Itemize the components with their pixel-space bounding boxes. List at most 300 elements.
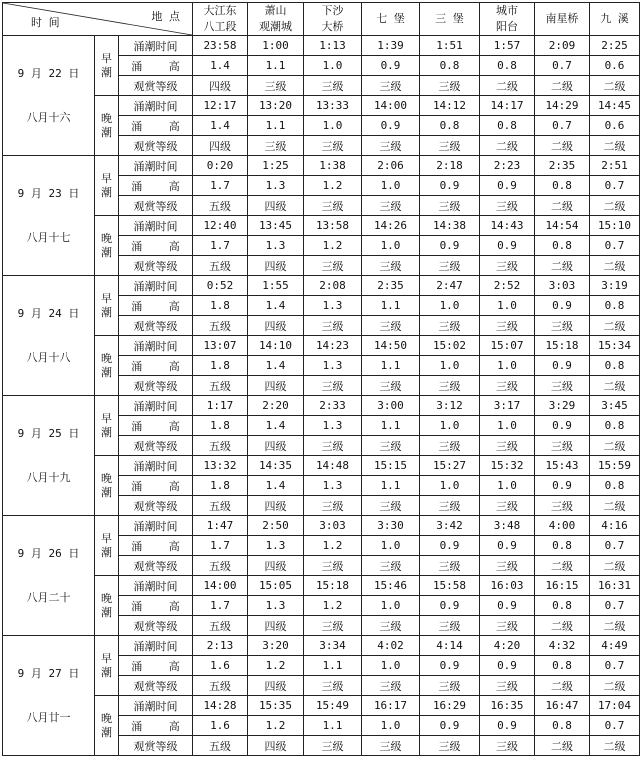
item-label: 观赏等级 xyxy=(119,376,193,396)
item-label: 涌潮时间 xyxy=(119,216,193,236)
value-cell: 三级 xyxy=(362,316,420,336)
value-cell: 五级 xyxy=(193,496,248,516)
item-label: 涌潮时间 xyxy=(119,636,193,656)
value-cell: 0.9 xyxy=(420,176,480,196)
value-cell: 三级 xyxy=(420,136,480,156)
value-cell: 1.2 xyxy=(304,596,362,616)
item-label: 观赏等级 xyxy=(119,316,193,336)
value-cell: 三级 xyxy=(420,436,480,456)
value-cell: 16:47 xyxy=(535,696,590,716)
item-label: 涌潮时间 xyxy=(119,336,193,356)
value-cell: 三级 xyxy=(420,496,480,516)
value-cell: 14:12 xyxy=(420,96,480,116)
location-header xyxy=(535,3,590,36)
value-cell: 1.1 xyxy=(362,476,420,496)
value-cell: 二级 xyxy=(590,676,640,696)
value-cell: 0.8 xyxy=(535,716,590,736)
location-header xyxy=(480,3,535,36)
value-cell: 1.1 xyxy=(248,116,304,136)
value-cell: 0.8 xyxy=(590,356,640,376)
tide-label-char: 晚 xyxy=(101,471,112,485)
value-cell: 三级 xyxy=(304,736,362,756)
tide-label-char: 潮 xyxy=(101,605,112,619)
value-cell: 1:57 xyxy=(480,36,535,56)
value-cell: 三级 xyxy=(420,556,480,576)
value-cell: 三级 xyxy=(480,676,535,696)
value-cell: 0.9 xyxy=(480,716,535,736)
table-row xyxy=(3,336,640,356)
tide-label-char: 早 xyxy=(101,291,112,305)
solar-date: 9 月 22 日 xyxy=(17,66,80,80)
item-label: 观赏等级 xyxy=(119,676,193,696)
value-cell: 1.4 xyxy=(193,116,248,136)
value-cell: 五级 xyxy=(193,196,248,216)
value-cell: 二级 xyxy=(590,616,640,636)
value-cell: 三级 xyxy=(420,616,480,636)
value-cell: 0.9 xyxy=(420,716,480,736)
value-cell: 3:34 xyxy=(304,636,362,656)
value-cell: 二级 xyxy=(590,136,640,156)
value-cell: 二级 xyxy=(590,556,640,576)
tide-label-char: 早 xyxy=(101,411,112,425)
value-cell: 1.1 xyxy=(362,416,420,436)
table-row xyxy=(3,36,640,56)
tide-label-char: 晚 xyxy=(101,351,112,365)
lunar-date: 八月二十 xyxy=(26,590,71,604)
value-cell: 0.8 xyxy=(480,56,535,76)
item-label: 涌潮时间 xyxy=(119,516,193,536)
item-label: 观赏等级 xyxy=(119,556,193,576)
value-cell: 14:00 xyxy=(362,96,420,116)
value-cell: 三级 xyxy=(420,736,480,756)
morning-tide-label xyxy=(95,276,119,336)
value-cell: 三级 xyxy=(535,496,590,516)
item-label: 涌 高 xyxy=(119,656,193,676)
value-cell: 1.3 xyxy=(248,236,304,256)
corner-header xyxy=(3,3,193,36)
table-row xyxy=(3,516,640,536)
value-cell: 三级 xyxy=(362,736,420,756)
value-cell: 4:00 xyxy=(535,516,590,536)
tide-table-body xyxy=(3,3,640,756)
value-cell: 15:10 xyxy=(590,216,640,236)
evening-tide-label xyxy=(95,216,119,276)
value-cell: 1.1 xyxy=(304,716,362,736)
tide-label-char: 晚 xyxy=(101,711,112,725)
value-cell: 三级 xyxy=(248,136,304,156)
value-cell: 1.3 xyxy=(248,176,304,196)
value-cell: 五级 xyxy=(193,256,248,276)
item-label: 涌 高 xyxy=(119,536,193,556)
value-cell: 三级 xyxy=(480,256,535,276)
value-cell: 四级 xyxy=(193,136,248,156)
value-cell: 二级 xyxy=(535,676,590,696)
value-cell: 1.1 xyxy=(304,656,362,676)
value-cell: 三级 xyxy=(304,256,362,276)
value-cell: 1:17 xyxy=(193,396,248,416)
value-cell: 1.4 xyxy=(193,56,248,76)
location-name-line: 萧山 xyxy=(264,4,287,17)
value-cell: 四级 xyxy=(248,316,304,336)
value-cell: 16:03 xyxy=(480,576,535,596)
date-cell xyxy=(3,156,95,276)
value-cell: 16:17 xyxy=(362,696,420,716)
value-cell: 二级 xyxy=(535,736,590,756)
value-cell: 0.8 xyxy=(535,656,590,676)
value-cell: 16:29 xyxy=(420,696,480,716)
value-cell: 三级 xyxy=(304,436,362,456)
location-name-line: 八工段 xyxy=(203,20,237,33)
value-cell: 2:23 xyxy=(480,156,535,176)
value-cell: 1:00 xyxy=(248,36,304,56)
value-cell: 1.6 xyxy=(193,656,248,676)
morning-tide-label xyxy=(95,516,119,576)
value-cell: 1.1 xyxy=(248,56,304,76)
evening-tide-label xyxy=(95,696,119,756)
value-cell: 2:08 xyxy=(304,276,362,296)
value-cell: 1.7 xyxy=(193,236,248,256)
value-cell: 23:58 xyxy=(193,36,248,56)
location-header xyxy=(248,3,304,36)
value-cell: 四级 xyxy=(248,676,304,696)
value-cell: 14:00 xyxy=(193,576,248,596)
value-cell: 五级 xyxy=(193,556,248,576)
item-label: 涌潮时间 xyxy=(119,156,193,176)
value-cell: 4:16 xyxy=(590,516,640,536)
value-cell: 3:20 xyxy=(248,636,304,656)
tide-label-char: 潮 xyxy=(101,425,112,439)
value-cell: 1.8 xyxy=(193,416,248,436)
value-cell: 二级 xyxy=(535,616,590,636)
value-cell: 三级 xyxy=(362,76,420,96)
item-label: 观赏等级 xyxy=(119,136,193,156)
value-cell: 1.6 xyxy=(193,716,248,736)
value-cell: 12:40 xyxy=(193,216,248,236)
item-label: 涌潮时间 xyxy=(119,96,193,116)
item-label: 涌 高 xyxy=(119,116,193,136)
value-cell: 1.7 xyxy=(193,596,248,616)
item-label: 涌潮时间 xyxy=(119,696,193,716)
value-cell: 1.2 xyxy=(304,176,362,196)
date-cell xyxy=(3,276,95,396)
value-cell: 1.0 xyxy=(420,296,480,316)
location-label: 地 点 xyxy=(151,10,180,23)
value-cell: 1.0 xyxy=(362,536,420,556)
value-cell: 1.0 xyxy=(420,356,480,376)
value-cell: 1.7 xyxy=(193,176,248,196)
value-cell: 13:07 xyxy=(193,336,248,356)
tide-label-char: 早 xyxy=(101,51,112,65)
value-cell: 0.8 xyxy=(590,416,640,436)
value-cell: 三级 xyxy=(480,376,535,396)
value-cell: 三级 xyxy=(362,136,420,156)
location-header xyxy=(193,3,248,36)
table-row xyxy=(3,636,640,656)
value-cell: 0.9 xyxy=(420,536,480,556)
location-header xyxy=(420,3,480,36)
value-cell: 14:26 xyxy=(362,216,420,236)
tide-label-char: 潮 xyxy=(101,65,112,79)
value-cell: 三级 xyxy=(535,376,590,396)
solar-date: 9 月 27 日 xyxy=(17,666,80,680)
value-cell: 15:18 xyxy=(535,336,590,356)
value-cell: 1.0 xyxy=(362,596,420,616)
value-cell: 0.7 xyxy=(590,656,640,676)
morning-tide-label xyxy=(95,636,119,696)
value-cell: 2:50 xyxy=(248,516,304,536)
value-cell: 三级 xyxy=(304,316,362,336)
value-cell: 三级 xyxy=(480,556,535,576)
value-cell: 17:04 xyxy=(590,696,640,716)
location-name-line: 下沙 xyxy=(321,4,344,17)
value-cell: 2:25 xyxy=(590,36,640,56)
table-row xyxy=(3,216,640,236)
value-cell: 3:03 xyxy=(535,276,590,296)
value-cell: 0.9 xyxy=(480,536,535,556)
date-cell xyxy=(3,36,95,156)
value-cell: 4:14 xyxy=(420,636,480,656)
table-row xyxy=(3,696,640,716)
value-cell: 三级 xyxy=(480,736,535,756)
value-cell: 13:20 xyxy=(248,96,304,116)
value-cell: 三级 xyxy=(362,616,420,636)
lunar-date: 八月廿一 xyxy=(26,710,71,724)
value-cell: 2:52 xyxy=(480,276,535,296)
value-cell: 0.9 xyxy=(480,596,535,616)
value-cell: 16:35 xyxy=(480,696,535,716)
item-label: 涌潮时间 xyxy=(119,396,193,416)
value-cell: 13:33 xyxy=(304,96,362,116)
value-cell: 1.3 xyxy=(304,416,362,436)
value-cell: 0.7 xyxy=(535,116,590,136)
value-cell: 1.0 xyxy=(480,476,535,496)
value-cell: 1:13 xyxy=(304,36,362,56)
value-cell: 1.3 xyxy=(248,536,304,556)
morning-tide-label xyxy=(95,396,119,456)
value-cell: 1.4 xyxy=(248,356,304,376)
value-cell: 1.0 xyxy=(480,416,535,436)
tide-label-char: 潮 xyxy=(101,365,112,379)
morning-tide-label xyxy=(95,36,119,96)
value-cell: 1.2 xyxy=(248,656,304,676)
value-cell: 三级 xyxy=(420,76,480,96)
value-cell: 1.4 xyxy=(248,296,304,316)
value-cell: 五级 xyxy=(193,676,248,696)
value-cell: 1.3 xyxy=(304,356,362,376)
item-label: 涌潮时间 xyxy=(119,276,193,296)
value-cell: 1.3 xyxy=(304,296,362,316)
value-cell: 0.9 xyxy=(420,236,480,256)
value-cell: 1.0 xyxy=(362,236,420,256)
value-cell: 二级 xyxy=(590,436,640,456)
solar-date: 9 月 26 日 xyxy=(17,546,80,560)
value-cell: 3:30 xyxy=(362,516,420,536)
value-cell: 0.7 xyxy=(535,56,590,76)
table-row xyxy=(3,156,640,176)
value-cell: 0.9 xyxy=(535,296,590,316)
value-cell: 1.0 xyxy=(362,656,420,676)
tide-label-char: 潮 xyxy=(101,545,112,559)
value-cell: 三级 xyxy=(304,676,362,696)
value-cell: 0.9 xyxy=(362,116,420,136)
item-label: 涌 高 xyxy=(119,176,193,196)
value-cell: 2:20 xyxy=(248,396,304,416)
table-row xyxy=(3,456,640,476)
value-cell: 15:43 xyxy=(535,456,590,476)
date-cell xyxy=(3,396,95,516)
value-cell: 0.8 xyxy=(535,236,590,256)
value-cell: 1.0 xyxy=(480,296,535,316)
morning-tide-label xyxy=(95,156,119,216)
value-cell: 四级 xyxy=(248,496,304,516)
value-cell: 1:38 xyxy=(304,156,362,176)
value-cell: 三级 xyxy=(248,76,304,96)
value-cell: 3:12 xyxy=(420,396,480,416)
value-cell: 四级 xyxy=(248,256,304,276)
value-cell: 1.2 xyxy=(248,716,304,736)
value-cell: 16:15 xyxy=(535,576,590,596)
value-cell: 2:18 xyxy=(420,156,480,176)
value-cell: 0.7 xyxy=(590,596,640,616)
value-cell: 0.7 xyxy=(590,716,640,736)
value-cell: 三级 xyxy=(304,136,362,156)
value-cell: 3:42 xyxy=(420,516,480,536)
value-cell: 2:51 xyxy=(590,156,640,176)
lunar-date: 八月十八 xyxy=(26,350,71,364)
value-cell: 15:59 xyxy=(590,456,640,476)
tide-label-char: 潮 xyxy=(101,665,112,679)
value-cell: 五级 xyxy=(193,436,248,456)
value-cell: 1.8 xyxy=(193,296,248,316)
value-cell: 15:07 xyxy=(480,336,535,356)
value-cell: 15:46 xyxy=(362,576,420,596)
value-cell: 16:31 xyxy=(590,576,640,596)
value-cell: 15:18 xyxy=(304,576,362,596)
value-cell: 0.8 xyxy=(480,116,535,136)
value-cell: 三级 xyxy=(535,436,590,456)
value-cell: 三级 xyxy=(304,196,362,216)
value-cell: 1.0 xyxy=(304,56,362,76)
item-label: 涌 高 xyxy=(119,236,193,256)
value-cell: 四级 xyxy=(248,556,304,576)
value-cell: 0.9 xyxy=(420,656,480,676)
value-cell: 3:29 xyxy=(535,396,590,416)
value-cell: 15:32 xyxy=(480,456,535,476)
value-cell: 二级 xyxy=(590,316,640,336)
value-cell: 二级 xyxy=(535,196,590,216)
value-cell: 15:58 xyxy=(420,576,480,596)
tide-label-char: 潮 xyxy=(101,185,112,199)
tide-label-char: 晚 xyxy=(101,111,112,125)
value-cell: 0.9 xyxy=(535,356,590,376)
value-cell: 三级 xyxy=(362,676,420,696)
value-cell: 14:29 xyxy=(535,96,590,116)
lunar-date: 八月十七 xyxy=(26,230,71,244)
item-label: 涌 高 xyxy=(119,716,193,736)
value-cell: 3:00 xyxy=(362,396,420,416)
value-cell: 1.4 xyxy=(248,476,304,496)
value-cell: 二级 xyxy=(590,196,640,216)
value-cell: 三级 xyxy=(362,256,420,276)
item-label: 观赏等级 xyxy=(119,616,193,636)
item-label: 观赏等级 xyxy=(119,196,193,216)
item-label: 涌 高 xyxy=(119,416,193,436)
value-cell: 14:28 xyxy=(193,696,248,716)
value-cell: 四级 xyxy=(193,76,248,96)
value-cell: 三级 xyxy=(420,376,480,396)
value-cell: 二级 xyxy=(590,256,640,276)
item-label: 涌 高 xyxy=(119,296,193,316)
value-cell: 14:43 xyxy=(480,216,535,236)
value-cell: 1:47 xyxy=(193,516,248,536)
value-cell: 3:45 xyxy=(590,396,640,416)
value-cell: 三级 xyxy=(535,316,590,336)
value-cell: 二级 xyxy=(590,376,640,396)
value-cell: 2:35 xyxy=(362,276,420,296)
value-cell: 4:02 xyxy=(362,636,420,656)
value-cell: 1.4 xyxy=(248,416,304,436)
location-name-line: 观潮城 xyxy=(259,20,292,33)
item-label: 观赏等级 xyxy=(119,496,193,516)
value-cell: 1:55 xyxy=(248,276,304,296)
value-cell: 3:48 xyxy=(480,516,535,536)
value-cell: 四级 xyxy=(248,616,304,636)
tide-label-char: 潮 xyxy=(101,245,112,259)
value-cell: 0.8 xyxy=(535,176,590,196)
value-cell: 三级 xyxy=(420,676,480,696)
table-row xyxy=(3,96,640,116)
location-name-line: 大桥 xyxy=(321,20,344,33)
value-cell: 1.2 xyxy=(304,536,362,556)
value-cell: 0.9 xyxy=(362,56,420,76)
item-label: 观赏等级 xyxy=(119,256,193,276)
value-cell: 三级 xyxy=(362,376,420,396)
value-cell: 二级 xyxy=(480,76,535,96)
location-name-line: 大江东 xyxy=(203,4,237,17)
tide-label-char: 潮 xyxy=(101,725,112,739)
value-cell: 三级 xyxy=(480,196,535,216)
value-cell: 0.8 xyxy=(420,116,480,136)
value-cell: 1.2 xyxy=(304,236,362,256)
value-cell: 0:20 xyxy=(193,156,248,176)
value-cell: 1.0 xyxy=(362,716,420,736)
item-label: 涌潮时间 xyxy=(119,36,193,56)
value-cell: 0.9 xyxy=(535,476,590,496)
value-cell: 三级 xyxy=(480,316,535,336)
value-cell: 三级 xyxy=(420,196,480,216)
value-cell: 0.8 xyxy=(535,536,590,556)
value-cell: 1:39 xyxy=(362,36,420,56)
value-cell: 四级 xyxy=(248,436,304,456)
tide-label-char: 晚 xyxy=(101,231,112,245)
value-cell: 14:17 xyxy=(480,96,535,116)
value-cell: 1.3 xyxy=(304,476,362,496)
evening-tide-label xyxy=(95,96,119,156)
item-label: 观赏等级 xyxy=(119,76,193,96)
value-cell: 15:49 xyxy=(304,696,362,716)
value-cell: 四级 xyxy=(248,736,304,756)
lunar-date: 八月十九 xyxy=(26,470,71,484)
value-cell: 4:32 xyxy=(535,636,590,656)
value-cell: 0.8 xyxy=(590,476,640,496)
value-cell: 三级 xyxy=(304,376,362,396)
value-cell: 13:45 xyxy=(248,216,304,236)
value-cell: 14:48 xyxy=(304,456,362,476)
value-cell: 2:35 xyxy=(535,156,590,176)
evening-tide-label xyxy=(95,576,119,636)
location-header xyxy=(304,3,362,36)
item-label: 涌 高 xyxy=(119,356,193,376)
